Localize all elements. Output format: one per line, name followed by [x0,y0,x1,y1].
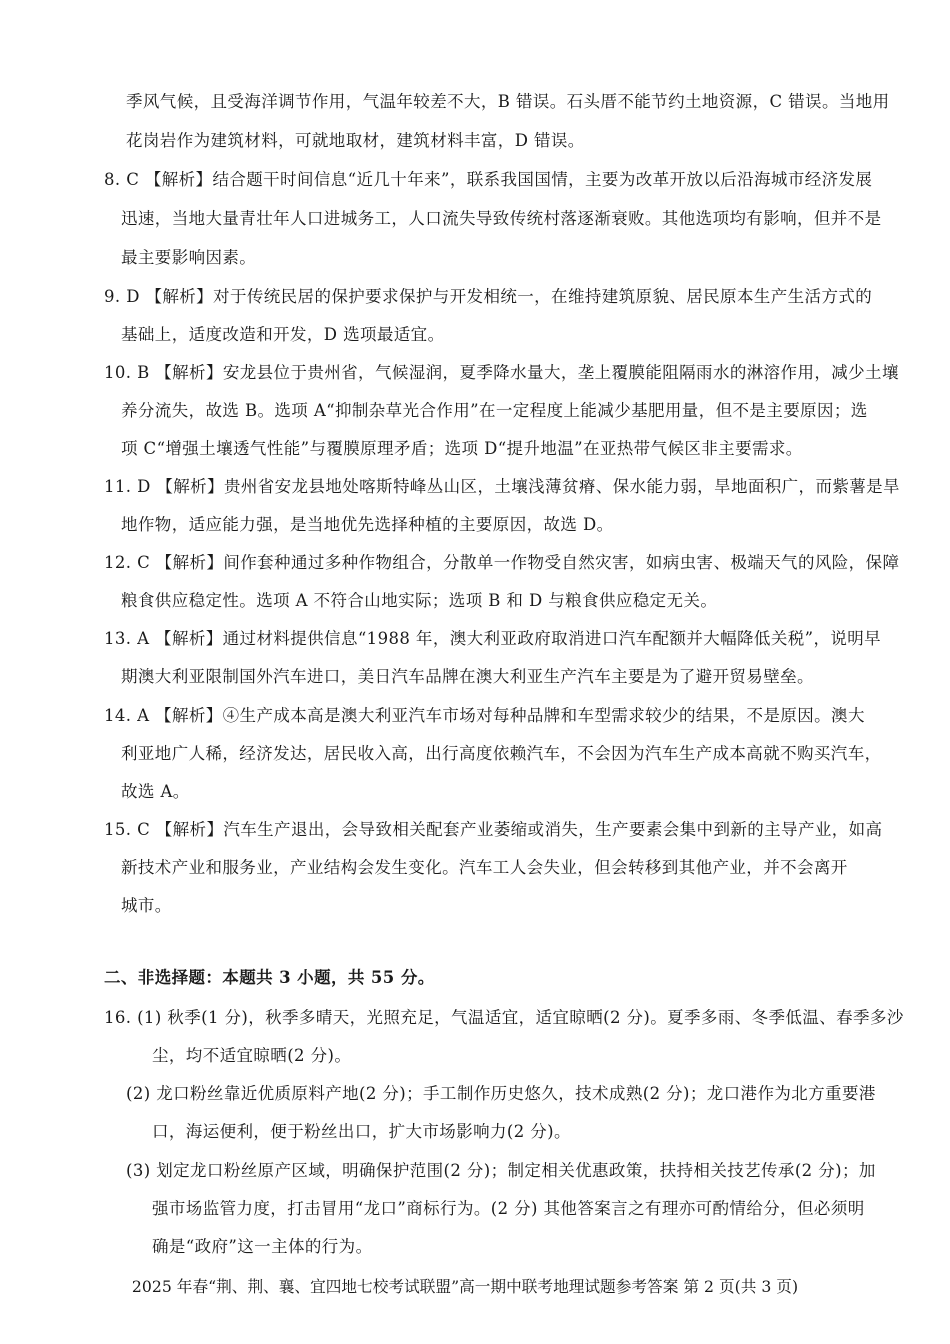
text-line: 城市。 [121,896,172,915]
answer-8: 8. C 【解析】结合题干时间信息“近几十年来”，联系我国国情，主要为改革开放以后沿海城市经济发展 [104,170,873,189]
text-line: 故选 A。 [121,782,190,801]
text-line: 利亚地广人稀，经济发达，居民收入高，出行高度依赖汽车，不会因为汽车生产成本高就不购买汽车， [121,744,882,763]
text-line: 花岗岩作为建筑材料，可就地取材，建筑材料丰富，D 错误。 [126,131,585,150]
text-line: 迅速，当地大量青壮年人口进城务工，人口流失导致传统村落逐渐衰败。其他选项均有影响，但并不是 [121,209,882,228]
text-line: 地作物，适应能力强，是当地优先选择种植的主要原因，故选 D。 [121,515,614,534]
answer-16-part-3: (3) 划定龙口粉丝原产区域，明确保护范围(2 分)；制定相关优惠政策，扶持相关技艺传承(2 分)；加 [126,1161,876,1180]
text-line: 尘，均不适宜晾晒(2 分)。 [152,1046,352,1065]
answer-16-part-2: (2) 龙口粉丝靠近优质原料产地(2 分)；手工制作历史悠久，技术成熟(2 分)；龙口港作为北方重要港 [126,1084,876,1103]
text-line: 期澳大利亚限制国外汽车进口，美日汽车品牌在澳大利亚生产汽车主要是为了避开贸易壁垒。 [121,667,814,686]
text-line: 项 C“增强土壤透气性能”与覆膜原理矛盾；选项 D“提升地温”在亚热带气候区非主要需求。 [121,439,803,458]
text-line: 新技术产业和服务业，产业结构会发生变化。汽车工人会失业，但会转移到其他产业，并不会离开 [121,858,848,877]
answer-10: 10. B 【解析】安龙县位于贵州省，气候湿润，夏季降水量大，垄上覆膜能阻隔雨水的淋溶作用，减少土壤 [104,363,899,382]
page-footer: 2025 年春“荆、荆、襄、宜四地七校考试联盟”高一期中联考地理试题参考答案 第 2 页(共 3 页) [131,1277,799,1296]
answer-15: 15. C 【解析】汽车生产退出，会导致相关配套产业萎缩或消失，生产要素会集中到新的主导产业，如高 [104,820,883,839]
text-line: 最主要影响因素。 [121,248,257,267]
answer-14: 14. A 【解析】④生产成本高是澳大利亚汽车市场对每种品牌和车型需求较少的结果，不是原因。澳大 [104,706,865,725]
answer-11: 11. D 【解析】贵州省安龙县地处喀斯特峰丛山区，土壤浅薄贫瘠、保水能力弱，旱地面积广，而紫薯是旱 [104,477,900,496]
answer-13: 13. A 【解析】通过材料提供信息“1988 年，澳大利亚政府取消进口汽车配额并大幅降低关税”，说明早 [104,629,882,648]
text-line: 季风气候，且受海洋调节作用，气温年较差不大，B 错误。石头厝不能节约土地资源，C 错误。当地用 [126,92,890,111]
answer-16-part-1: 16. (1) 秋季(1 分)，秋季多晴天，光照充足，气温适宜，适宜晾晒(2 分)。夏季多雨、冬季低温、春季多沙 [104,1008,904,1027]
text-line: 强市场监管力度，打击冒用“龙口”商标行为。(2 分) 其他答案言之有理亦可酌情给分，但必须明 [152,1199,865,1218]
answer-9: 9. D 【解析】对于传统民居的保护要求保护与开发相统一，在维持建筑原貌、居民原本生产生活方式的 [104,287,873,306]
section-heading: 二、非选择题：本题共 3 小题，共 55 分。 [104,968,435,987]
answer-12: 12. C 【解析】间作套种通过多种作物组合，分散单一作物受自然灾害，如病虫害、极端天气的风险，保障 [104,553,900,572]
text-line: 口，海运便利，便于粉丝出口，扩大市场影响力(2 分)。 [152,1122,571,1141]
text-line: 粮食供应稳定性。选项 A 不符合山地实际；选项 B 和 D 与粮食供应稳定无关。 [121,591,718,610]
text-line: 基础上，适度改造和开发，D 选项最适宜。 [121,325,445,344]
text-line: 养分流失，故选 B。选项 A“抑制杂草光合作用”在一定程度上能减少基肥用量，但不是主要原因；选 [121,401,868,420]
text-line: 确是“政府”这一主体的行为。 [152,1237,373,1256]
